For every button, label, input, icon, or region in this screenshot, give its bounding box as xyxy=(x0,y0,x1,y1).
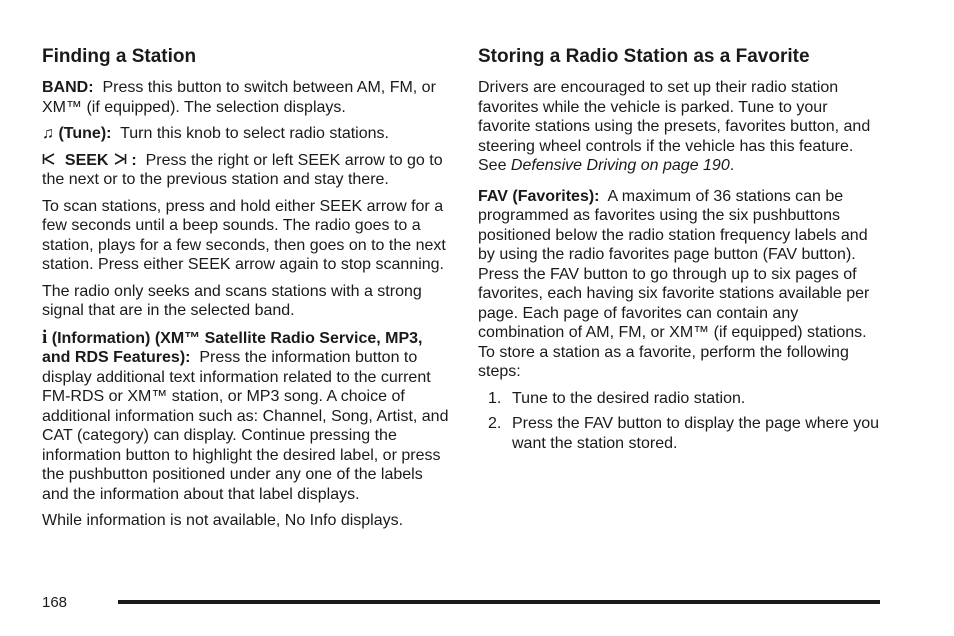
fav-label: FAV (Favorites): xyxy=(478,187,600,205)
storing-favorite-heading: Storing a Radio Station as a Favorite xyxy=(478,46,810,67)
fav-paragraph xyxy=(478,187,884,382)
seek-scan-paragraph: The radio only seeks and scans stations with a strong signal that are in the selected band. xyxy=(42,282,422,319)
tune-text: Turn this knob to select radio stations. xyxy=(120,125,389,142)
step-number: 1. xyxy=(488,389,502,407)
page-number: 168 xyxy=(42,594,68,611)
list-item xyxy=(478,414,884,453)
right-column xyxy=(478,44,884,459)
left-column xyxy=(42,44,450,538)
seek-forward-icon xyxy=(113,151,127,171)
steps-list xyxy=(478,389,884,454)
list-item xyxy=(478,389,884,409)
footer-rule xyxy=(118,600,880,604)
info-text: Press the information button to display additional text information related to the current FM-RDS or XM™ station, or MP3 song. A choice of additional information such as: Channel, Song, Artist, and CAT (category) can display. Continue pressing the information button to highlight the desired label, or press the pushbutton positioned under any one of the labels and the information about that label displays. xyxy=(42,349,449,503)
defensive-driving-reference: Defensive Driving on page 190 xyxy=(510,157,730,174)
seek-back-icon-svg xyxy=(42,153,56,165)
step-text: Press the FAV button to display the page where you want the station stored. xyxy=(512,415,880,452)
seek-label: SEEK xyxy=(64,151,109,169)
music-note-icon: ♫ xyxy=(42,125,54,142)
band-text: Press this button to switch between AM, FM, or XM™ (if equipped). The selection displays. xyxy=(42,79,436,116)
intro-period: . xyxy=(729,157,735,174)
seek-paragraph xyxy=(42,151,450,190)
seek-colon: : xyxy=(131,151,137,169)
no-info-paragraph: While information is not available, No Info displays. xyxy=(42,512,404,529)
tune-paragraph xyxy=(42,124,450,144)
tune-label: (Tune): xyxy=(58,125,112,142)
info-paragraph xyxy=(42,328,450,505)
band-label: BAND: xyxy=(42,79,94,96)
intro-paragraph xyxy=(478,78,884,176)
seek-back-icon xyxy=(42,151,56,171)
info-label: (Information) (XM™ Satellite Radio Service, MP3, and RDS Features): xyxy=(42,329,423,366)
step-text: Tune to the desired radio station. xyxy=(512,389,746,407)
scan-paragraph: To scan stations, press and hold either SEEK arrow for a few seconds until a beep sounds. The radio goes to a station, plays for a few seconds, then goes on to the next station. Press either SEEK arrow again to stop scanning. xyxy=(42,197,446,273)
seek-text: Press the right or left SEEK arrow to go to the next or to the previous station and stay there. xyxy=(42,151,443,188)
fav-text: A maximum of 36 stations can be programmed as favorites using the six pushbuttons positioned below the radio station frequency labels and by using the radio favorites page button (FAV button). Press the FAV button to go through up to six pages of favorites, each having six favorite stations available per page. Each page of favorites can contain any combination of AM, FM, or XM™ (if equipped) stations. To store a station as a favorite, perform the following steps: xyxy=(478,187,870,380)
information-icon: i xyxy=(42,326,48,348)
band-paragraph xyxy=(42,78,450,117)
seek-forward-icon-svg xyxy=(113,153,127,165)
intro-text: Drivers are encouraged to set up their radio station favorites while the vehicle is parked. Tune to your favorite stations using the presets, favorites button, and steering wheel controls if the vehicle has this feature. See xyxy=(478,79,871,174)
step-number: 2. xyxy=(488,415,502,432)
finding-station-heading: Finding a Station xyxy=(42,46,197,67)
